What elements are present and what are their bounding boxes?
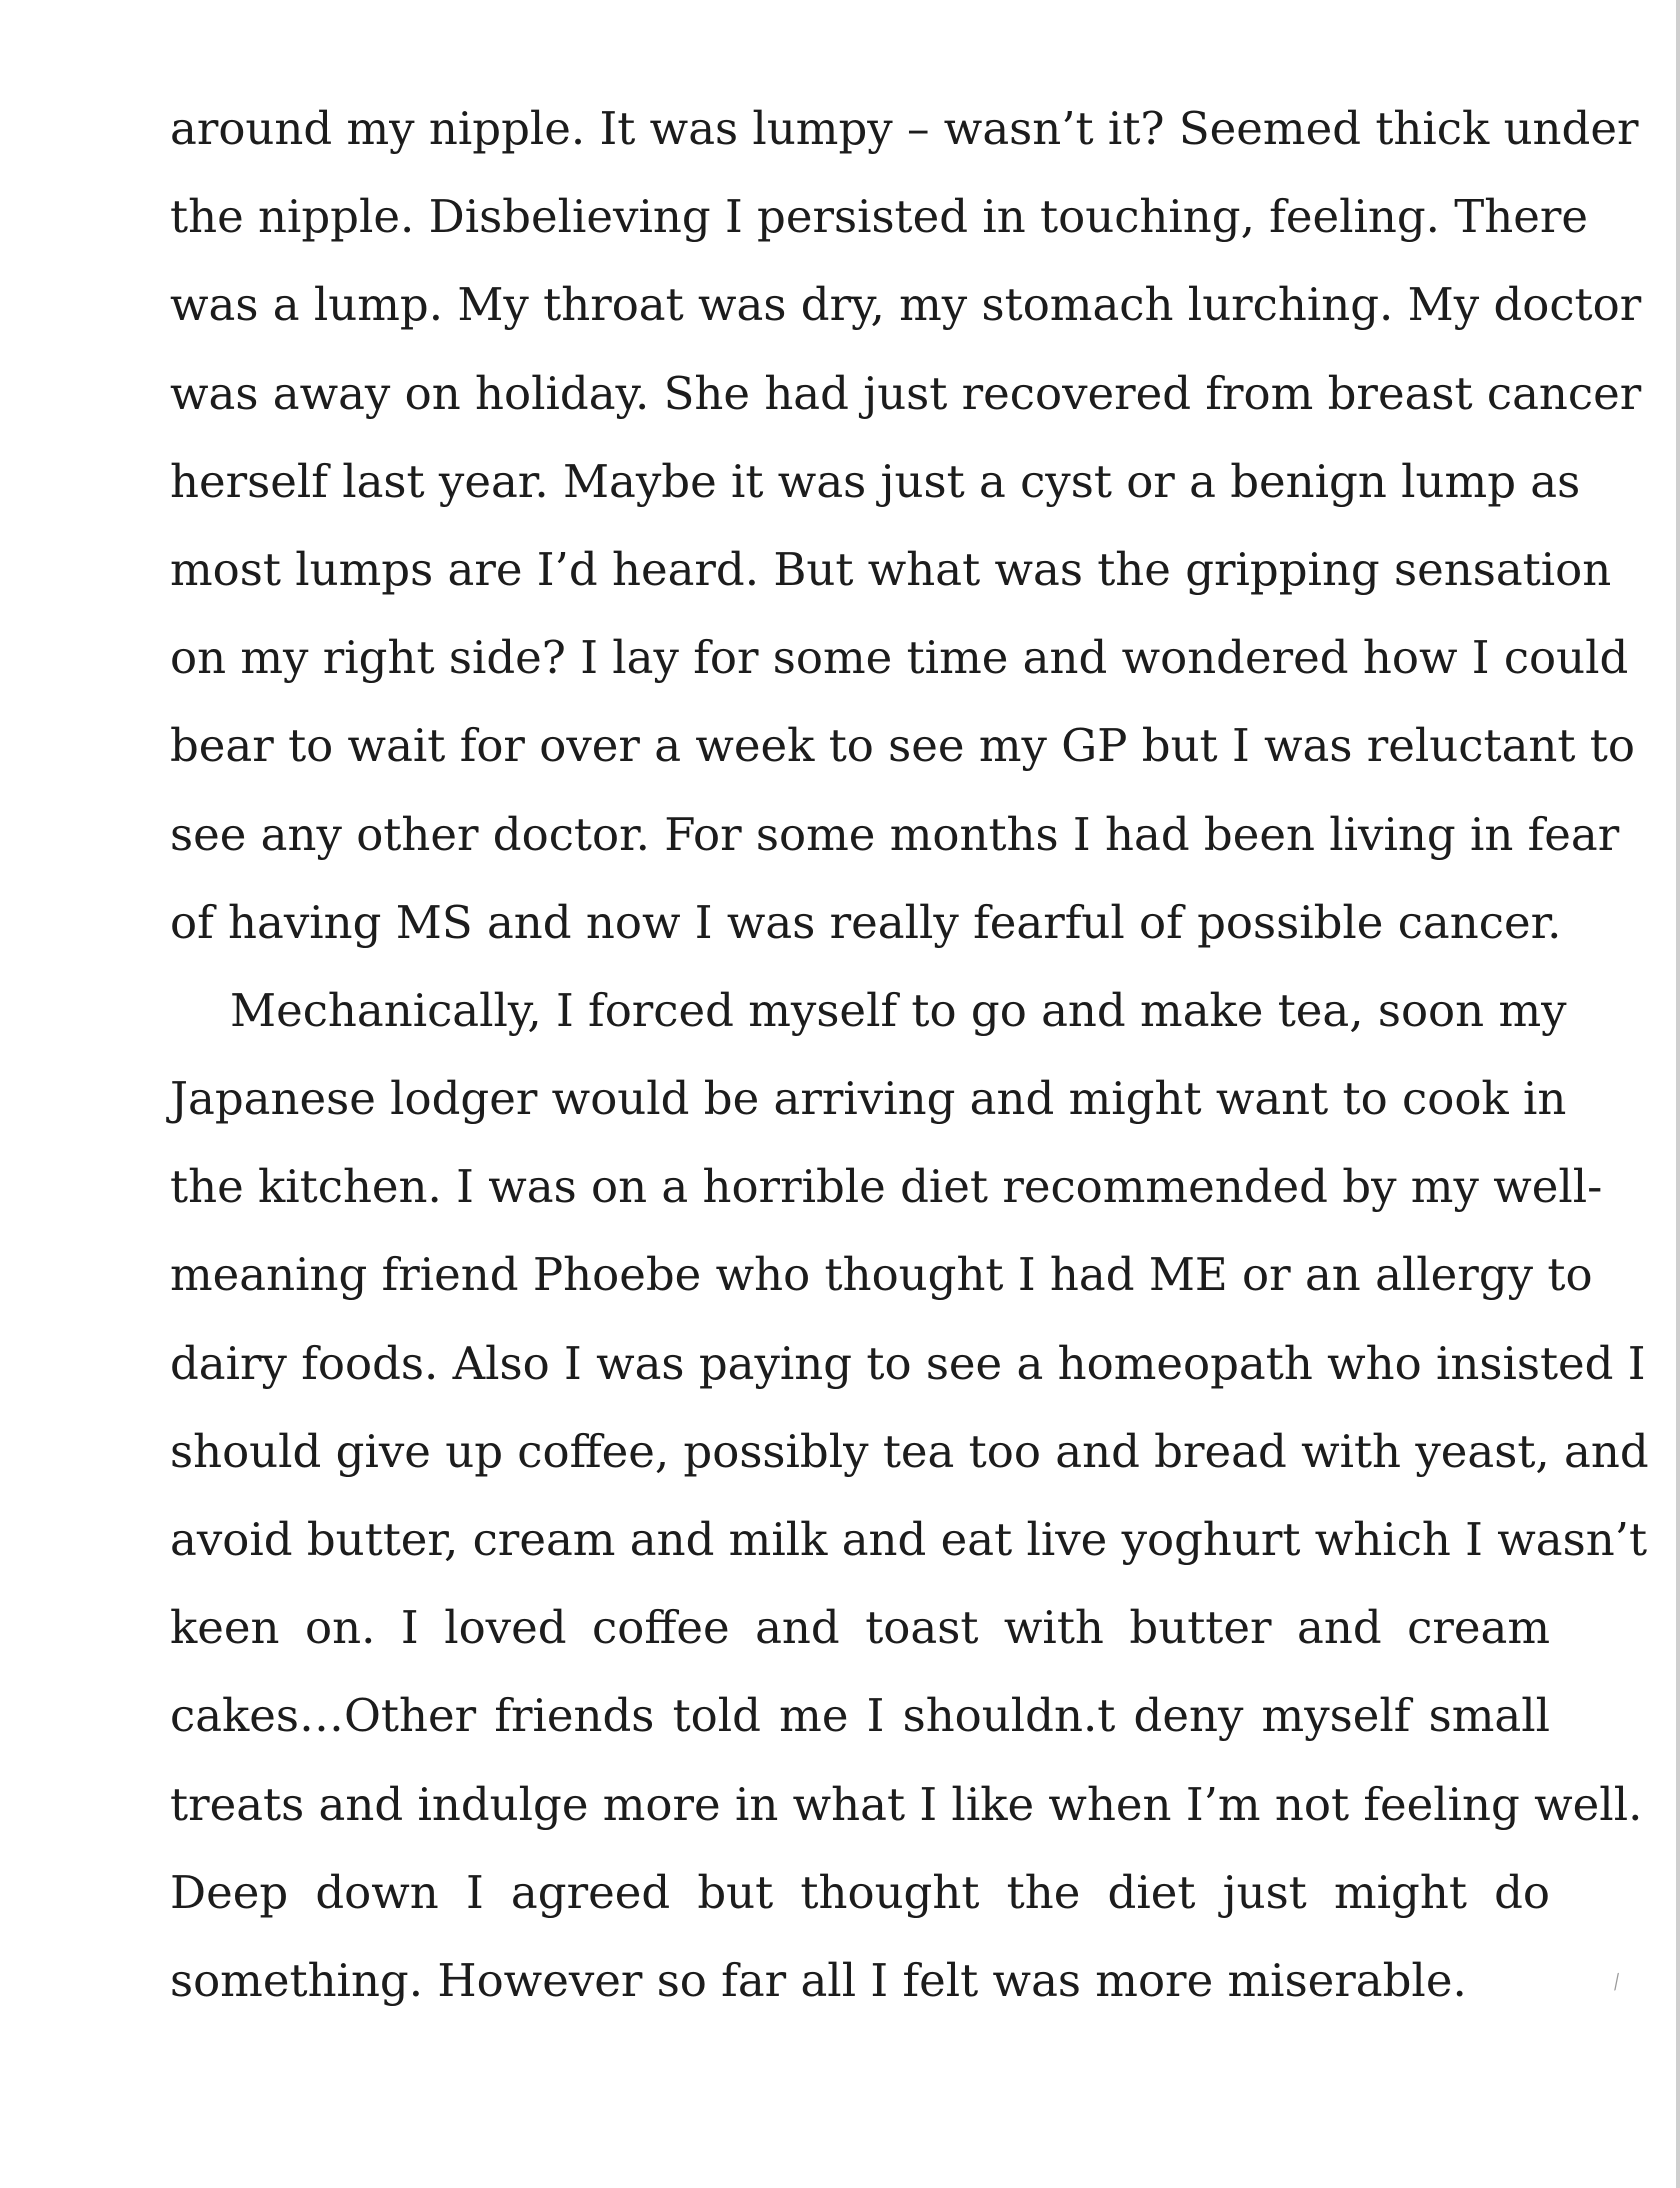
text-line: Mechanically, I forced myself to go and make tea, soon my [230, 983, 1567, 1037]
paragraph-2 [170, 967, 1649, 2025]
paragraph-1 [170, 85, 1642, 967]
text-line: something. However so far all I felt was more miserable. [170, 1953, 1467, 2007]
text-line: bear to wait for over a week to see my GP but I was reluctant to [170, 719, 1635, 773]
text-line: the nipple. Disbelieving I persisted in touching, feeling. There [170, 190, 1589, 244]
text-line: herself last year. Maybe it was just a cyst or a benign lump as [170, 454, 1581, 508]
text-line: treats and indulge more in what I like when I’m not feeling well. [170, 1777, 1643, 1831]
text-line: around my nipple. It was lumpy – wasn’t it? Seemed thick under [170, 102, 1639, 155]
text-line: of having MS and now I was really fearful of possible cancer. [170, 895, 1562, 949]
text-line: was away on holiday. She had just recovered from breast cancer [170, 366, 1642, 420]
text-line: Japanese lodger would be arriving and might want to cook in [170, 1072, 1567, 1126]
page-text [170, 85, 1649, 2025]
text-line: keen on. I loved coffee and toast with butter and cream [170, 1601, 1550, 1655]
text-line: most lumps are I’d heard. But what was the gripping sensation [170, 542, 1612, 596]
text-line: Deep down I agreed but thought the diet just might do [170, 1865, 1550, 1919]
text-line: was a lump. My throat was dry, my stomach lurching. My doctor [170, 278, 1642, 332]
text-line: cakes…Other friends told me I shouldn.t deny myself small [170, 1689, 1550, 1743]
text-line: avoid butter, cream and milk and eat live yoghurt which I wasn’t [170, 1513, 1648, 1566]
text-line: see any other doctor. For some months I had been living in fear [170, 807, 1620, 861]
text-line: dairy foods. Also I was paying to see a homeopath who insisted I [170, 1336, 1646, 1390]
text-line: on my right side? I lay for some time and wondered how I could [170, 631, 1629, 685]
text-line: should give up coffee, possibly tea too and bread with yeast, and [170, 1424, 1649, 1478]
text-line: the kitchen. I was on a horrible diet recommended by my well- [170, 1160, 1603, 1214]
stray-pen-mark: ⁄ [1610, 1970, 1623, 1994]
text-line: meaning friend Phoebe who thought I had ME or an allergy to [170, 1248, 1593, 1302]
scan-edge [1676, 0, 1680, 2188]
